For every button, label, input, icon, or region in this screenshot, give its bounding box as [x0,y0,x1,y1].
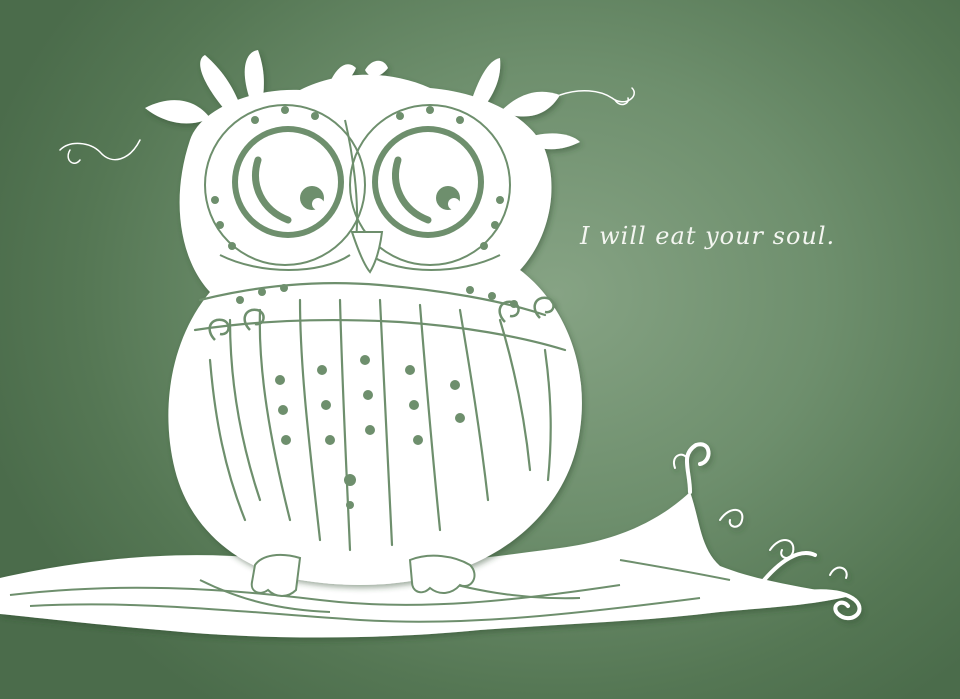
owl [145,50,582,585]
caption-text: I will eat your soul. [580,222,836,250]
